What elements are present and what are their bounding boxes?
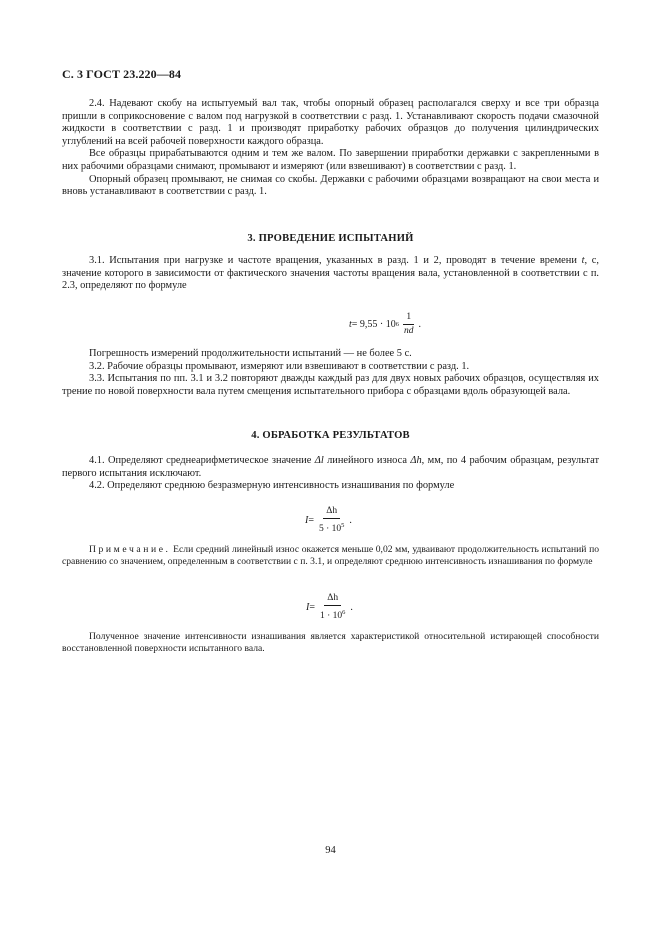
paragraph-4-2: 4.2. Определяют среднюю безразмерную интенсивность изнашивания по формуле — [89, 480, 455, 492]
paragraph-error: Погрешность измерений продолжительности испытаний — не более 5 с. — [89, 348, 412, 359]
variable-delta-h: Δh — [410, 455, 422, 466]
note-text: Если средний линейный износ окажется меньше 0,02 мм, удваивают продолжительность испытаний по сравнению со значением, определенным в соответствии с п. 3.1, и определяют среднюю интенсивность изнашивания по формуле — [62, 544, 599, 567]
fraction-denominator: nd — [404, 326, 414, 336]
section-3-rest — [62, 348, 599, 398]
variable-t: t — [581, 255, 585, 266]
document-page — [62, 0, 599, 936]
paragraph-final: Полученное значение интенсивности изнашивания является характеристикой относительной истирающей способности восстановленной поверхности испытанного вала. — [62, 631, 599, 654]
text: , с, значение которого в зависимости от фактического значения частоты вращения вала, установленной в соответствии с п. 2.3, определяют по формуле — [62, 255, 599, 292]
formula-eq: = — [308, 515, 314, 526]
text: 3.1. Испытания при нагрузке и частоте вращения, указанных в разд. 1 и 2, проводят в течение времени — [89, 255, 582, 266]
paragraph-4-1 — [62, 455, 599, 480]
formula-tail: . — [418, 319, 422, 330]
formula-exponent: 6 — [395, 321, 400, 328]
formula-lhs: t — [349, 319, 352, 330]
section-3-heading: 3. ПРОВЕДЕНИЕ ИСПЫТАНИЙ — [247, 233, 414, 244]
formula-fraction — [317, 593, 348, 622]
variable-delta-l: Δl — [314, 455, 324, 466]
formula-fraction — [316, 506, 347, 535]
fraction-numerator: 1 — [403, 312, 414, 325]
paragraph-3-3: 3.3. Испытания по пп. 3.1 и 3.2 повторяют дважды каждый раз для двух новых рабочих образцов, осуществляя их трение по новой поверхности вала путем смещения испытательного прибора с образцами вдоль образующей вала. — [62, 373, 599, 397]
fraction-numerator: Δh — [323, 506, 340, 519]
formula-tail: . — [350, 602, 353, 613]
paragraph-break-in: Все образцы прирабатываются одним и тем же валом. По завершении приработки державки с закрепленными в них рабочими образцами снимают, промывают и измеряют (или взвешивают) в соответствии с разд. 1. — [62, 148, 599, 172]
formula-time — [349, 312, 421, 337]
formula-intensity — [305, 506, 352, 535]
note-label: Примечание. — [89, 544, 171, 555]
formula-tail: . — [349, 515, 352, 526]
fraction-denominator: $5 \cdot 10^5$ — [318, 522, 345, 534]
fraction-denominator: $1 \cdot 10^6$ — [319, 609, 346, 621]
document-header: С. 3 ГОСТ 23.220—84 — [62, 67, 182, 81]
page-number: 94 — [325, 845, 336, 856]
formula-fraction — [401, 312, 417, 337]
paragraph-reference-sample: Опорный образец промывают, не снимая со скобы. Державки с рабочими образцами возвращают на свои места и вновь устанавливают в соответствии с разд. 1. — [62, 173, 599, 198]
formula-eq: = — [309, 602, 315, 613]
note — [62, 544, 599, 568]
formula-lhs: I — [306, 602, 310, 613]
formula-coefficient: = 9,55 · 10 — [351, 319, 396, 330]
paragraph-3-1 — [62, 255, 599, 293]
text: , мм, по 4 рабочим образцам, результат первого испытания исключают. — [62, 455, 599, 479]
formula-lhs: I — [305, 515, 309, 526]
paragraph-3-2: 3.2. Рабочие образцы промывают, измеряют или взвешивают в соответствии с разд. 1. — [89, 360, 470, 372]
text: линейного износа — [323, 455, 411, 466]
section-4-heading: 4. ОБРАБОТКА РЕЗУЛЬТАТОВ — [251, 430, 410, 441]
formula-intensity-alt — [306, 593, 353, 622]
section-4-body — [62, 455, 599, 493]
fraction-numerator: Δh — [324, 593, 341, 606]
text: 4.1. Определяют среднеарифметическое значение — [89, 455, 315, 466]
paragraph-2-4: 2.4. Надевают скобу на испытуемый вал так, чтобы опорный образец располагался сверху и все три образца пришли в соприкосновение с валом под нагрузкой в соответствии с разд. 1. Устанавливают скорость подачи смазочной жидкости в соответствии с разд. 1 и производят приработку рабочих образцов до получения цилиндрических углублений на всей рабочей поверхности каждого образца. — [62, 98, 599, 147]
final-paragraph-block — [62, 631, 599, 655]
section-2-continuation — [62, 98, 599, 199]
